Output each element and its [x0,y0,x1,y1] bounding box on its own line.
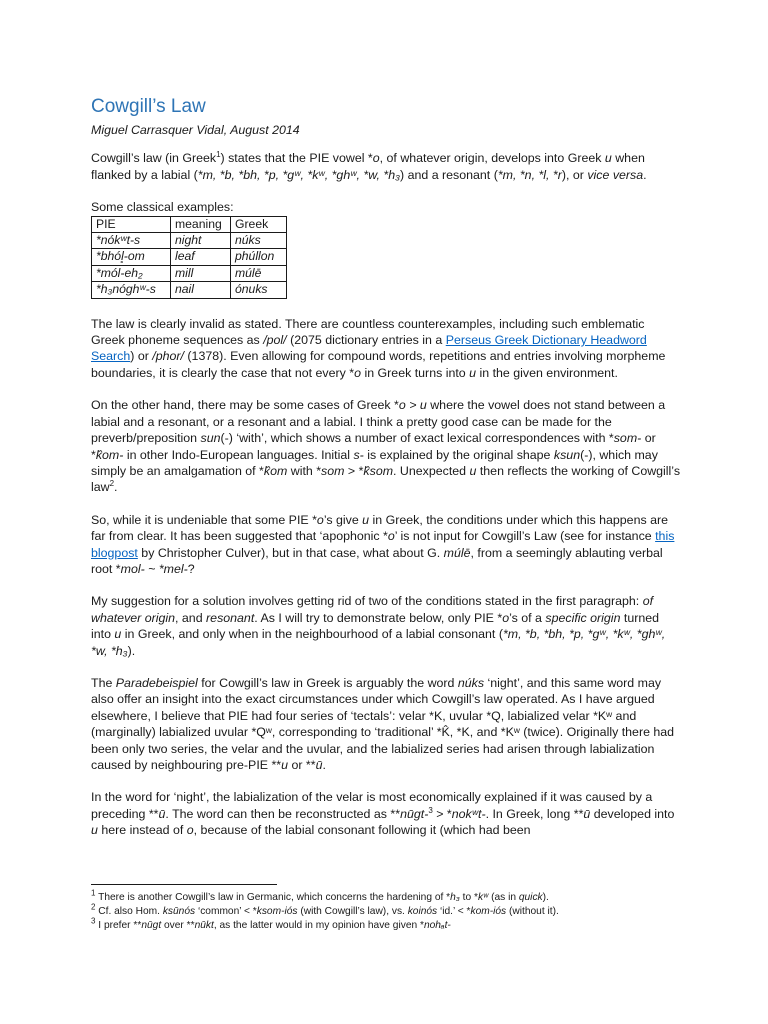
table-header-row [92,216,287,232]
cell-pie: *h₃nóghʷ-s [92,282,171,298]
cell-meaning: nail [171,282,231,298]
document-page [91,96,681,855]
paragraph-4: So, while it is undeniable that some PIE *o’s give u in Greek, the conditions under which this happens are far from clear. It has been suggested that ‘apophonic *o’ is not input for Cowgill’s Law (see for instance this blogpost by Christopher Culver), but in that case, what about G. múlē, from a seemingly ablauting verbal root *mol- ~ *mel-? [91,512,675,576]
paragraph-1: Cowgill’s law (in Greek$^1$) states that the PIE vowel *o, of whatever origin, develops into Greek u when flanked by a labial (*m, *b, *bh, *p, *gʷ, *kʷ, *ghʷ, *w, *h₃) and a resonant (*m, *n, *l, *r), or vice versa. [91,150,647,182]
cell-meaning: night [171,233,231,249]
table-row [92,249,287,265]
footnote-ref-3[interactable]: 3 [428,805,433,815]
table-row [92,233,287,249]
cell-pie: *nókʷt-s [92,233,171,249]
header-pie: PIE [92,216,171,232]
table-caption: Some classical examples: [91,200,234,215]
blogpost-link[interactable]: this blogpost [91,529,675,560]
cell-greek: núks [231,233,287,249]
paragraph-3: On the other hand, there may be some cases of Greek *o > u where the vowel does not stand between a labial and a resonant, or a resonant and a labial. I think a pretty good case can be made for the preverb/preposition sun(-) ‘with’, which shows a number of exact lexical correspondences with *som- or *k̂om- in other Indo-European languages. Initial s- is explained by the original shape ksun(-), which may simply be an amalgamation of *k̂om with *som > *k̂som. Unexpected u then reflects the working of Cowgill’s law$^2$. [91,398,681,495]
footnote-separator [91,884,277,885]
cell-pie: *mól-eh₂ [92,265,171,281]
cell-meaning: mill [171,265,231,281]
cell-greek: múlē [231,265,287,281]
header-greek: Greek [231,216,287,232]
paragraph-7: In the word for ‘night’, the labialization of the velar is most economically explained if it was caused by a preceding **ū. The word can then be reconstructed as **nūgt-$^3$ > *nokʷt-. In Greek, long **ū developed into u here instead of o, because of the labial consonant following it (which had been [91,790,675,838]
table-row [92,265,287,281]
paragraph-2: The law is clearly invalid as stated. There are countless counterexamples, including such emblematic Greek phoneme sequences as /pol/ (2075 dictionary entries in a Perseus Greek Dictionary Headword Search) or /phor/ (1378). Even allowing for compound words, repetitions and entries involving morpheme boundaries, it is clearly the case that not every *o in Greek turns into u in the given environment. [91,316,666,380]
footnote-ref-1[interactable]: 1 [216,150,221,160]
footnote-1: $^1$ There is another Cowgill’s law in Germanic, which concerns the hardening of *h₃ to *kʷ (as in quick). [91,888,549,903]
cell-greek: ónuks [231,282,287,298]
examples-table [91,216,287,299]
cell-pie: *bhól̥-om [92,249,171,265]
footnote-2: $^2$ Cf. also Hom. ksūnós ‘common’ < *ksom-iós (with Cowgill’s law), vs. koinós ‘id.’ < *kom-iós (without it). [91,902,559,917]
paragraph-6: The Paradebeispiel for Cowgill’s law in Greek is arguably the word núks ‘night’, and this same word may also offer an insight into the exact circumstances under which Cowgill’s law operated. As I have argued elsewhere, I believe that PIE had four series of ‘tectals’: velar *K, uvular *Q, labialized velar *Kʷ and (marginally) labialized uvular *Qʷ, corresponding to ‘traditional’ *K̂, *K, and *Kʷ (twice). Originally there had been only two series, the velar and the uvular, and the labialized series had arisen through labialization caused by neighbouring pre-PIE **u or **ū. [91,675,675,772]
page-title: Cowgill’s Law [91,96,206,117]
author-line: Miguel Carrasquer Vidal, August 2014 [91,123,300,137]
table-row [92,282,287,298]
footnote-ref-2[interactable]: 2 [109,479,115,489]
cell-meaning: leaf [171,249,231,265]
footnotes [91,888,681,933]
perseus-search-link[interactable]: Perseus Greek Dictionary Headword Search [91,333,647,364]
paragraph-5: My suggestion for a solution involves getting rid of two of the conditions stated in the first paragraph: of whatever origin, and resonant. As I will try to demonstrate below, only PIE *o’s of a specific origin turned into u in Greek, and only when in the neighbourhood of a labial consonant (*m, *b, *bh, *p, *gʷ, *kʷ, *ghʷ, *w, *h₃). [91,594,666,658]
cell-greek: phúllon [231,249,287,265]
header-meaning: meaning [171,216,231,232]
footnote-3: $^3$ I prefer **nūgt over **nūkt, as the latter would in my opinion have given *nohₐt- [91,916,451,931]
